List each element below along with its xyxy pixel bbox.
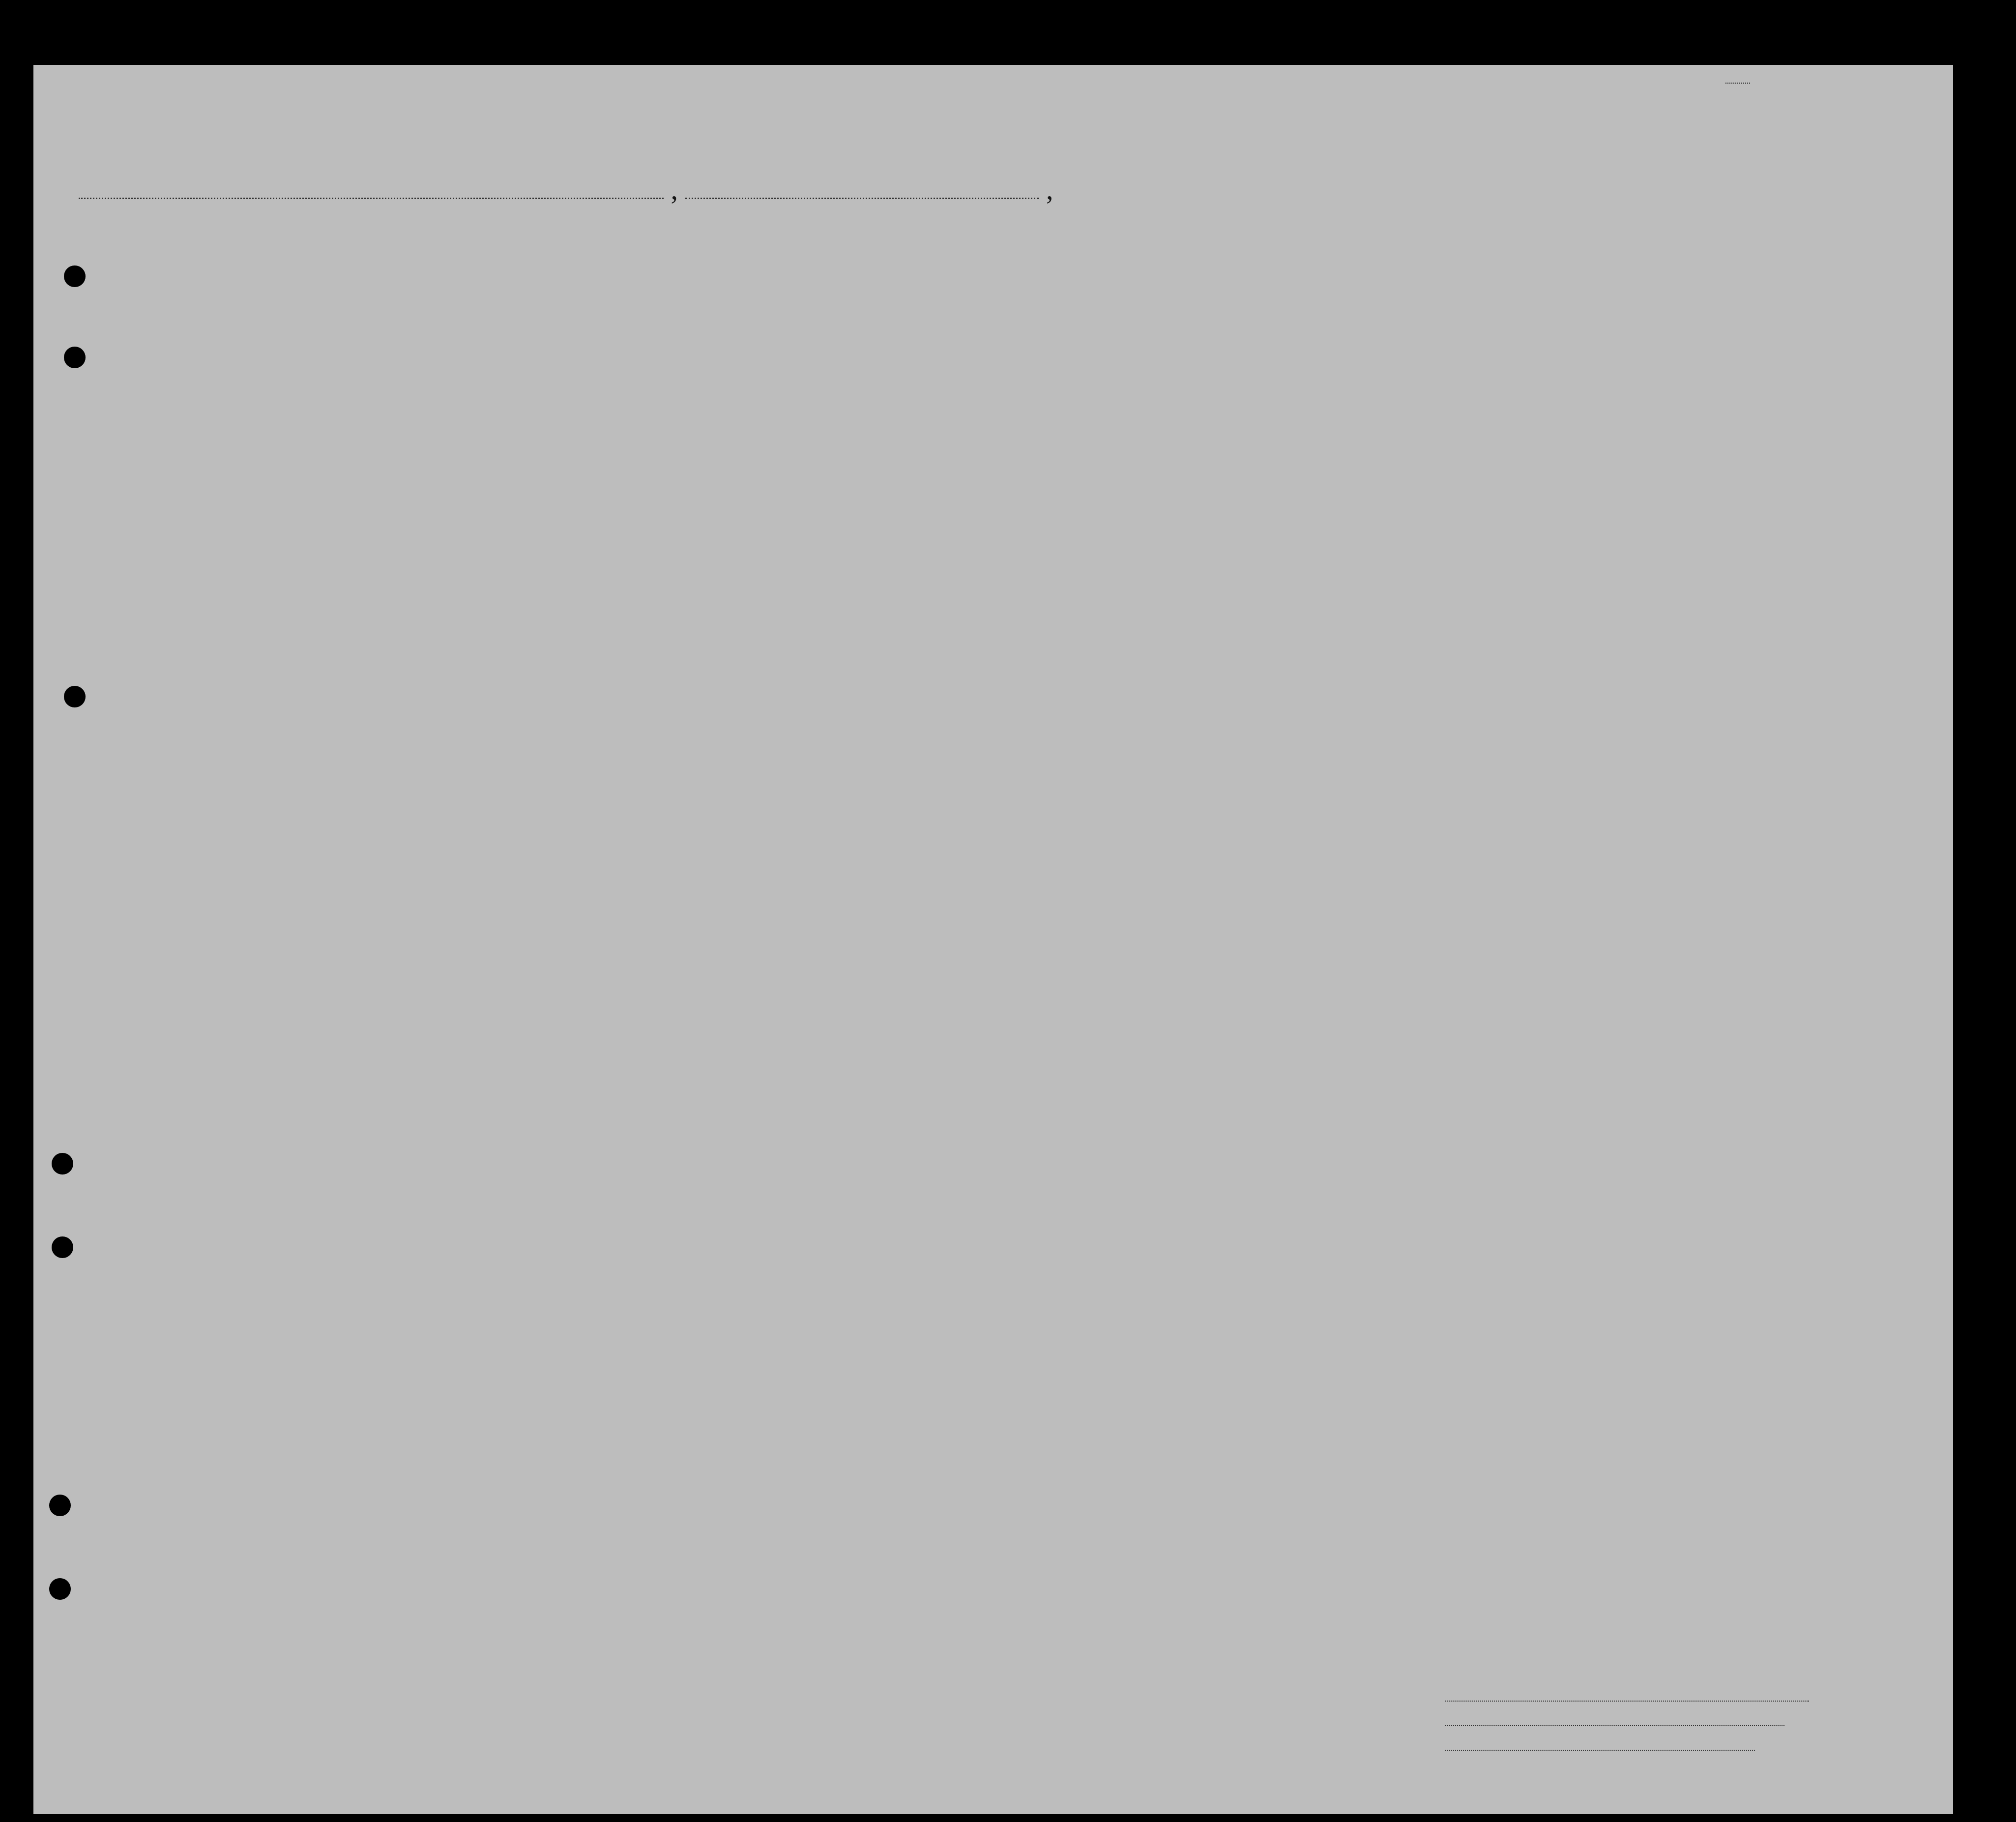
arriving-line: , , [79,173,1053,206]
owners-label [1445,1716,1784,1730]
local-agents-label [1445,1740,1755,1754]
line-label [1445,1691,1809,1705]
